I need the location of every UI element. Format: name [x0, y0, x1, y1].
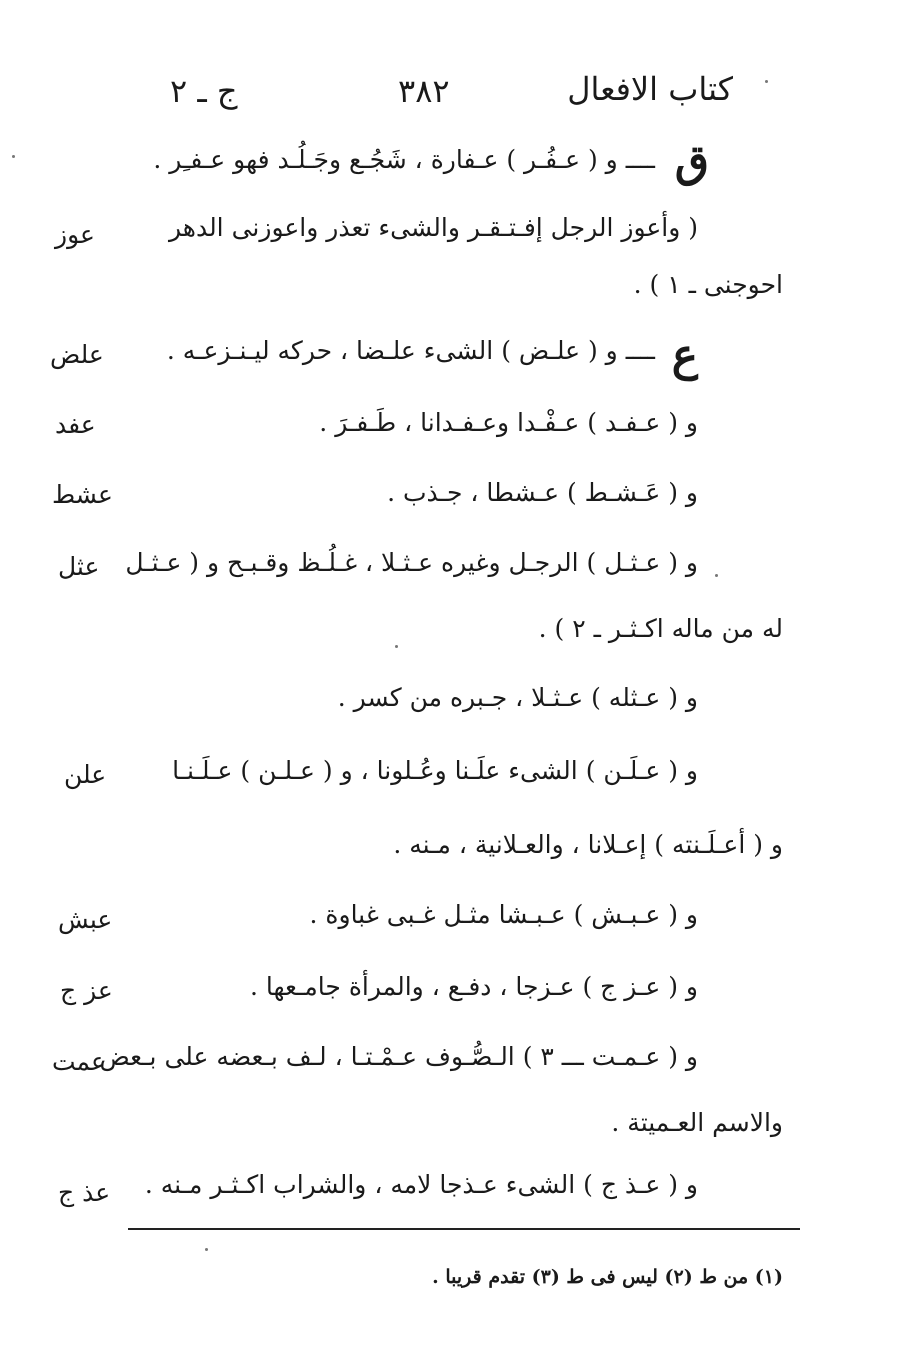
root-word: عبش: [58, 905, 113, 934]
book-title: كتاب الافعال: [567, 70, 733, 108]
section-letter-qaf: ق: [674, 136, 709, 187]
scan-speck: [715, 574, 718, 577]
section-letter-ayn: ع: [671, 330, 698, 381]
scan-speck: [395, 645, 398, 648]
scan-speck: [205, 1248, 208, 1251]
entry-line: ــــ و ( عـفُـر ) عـفارة ، شَجُـع وجَـلُـد فهو عـفـِر .: [153, 145, 655, 174]
root-word: علض: [50, 340, 104, 369]
scan-speck: [765, 80, 768, 83]
entry-line: و ( عـذ ج ) الشىء عـذجا لامه ، والشراب اكـثـر مـنه .: [144, 1170, 698, 1199]
entry-line: له من ماله اكـثـر ـ ٢ ) .: [538, 614, 783, 643]
root-word: عذ ج: [58, 1178, 111, 1207]
root-word: عوز: [55, 220, 95, 249]
entry-line: و ( عَـشـط ) عـشطا ، جـذب .: [387, 478, 698, 507]
root-word: عمت: [52, 1047, 106, 1076]
entry-line: ــــ و ( علـض ) الشىء علـضا ، حركه ليـنـزعـه .: [166, 336, 655, 365]
root-word: عز ج: [60, 976, 113, 1005]
entry-line: و ( عـفـد ) عـفْـدا وعـفـدانا ، طَـفـرَ .: [319, 408, 698, 437]
entry-line: و ( أعـلَـنته ) إعـلانا ، والعـلانية ، مـنه .: [393, 830, 783, 859]
footnote: (١) من ط (٢) ليس فى ط (٣) تقدم قريبا .: [432, 1266, 783, 1288]
root-word: علن: [64, 760, 107, 789]
entry-line: و ( عـز ج ) عـزجا ، دفـع ، والمرأة جامـعها .: [250, 972, 698, 1001]
root-word: عفد: [55, 410, 96, 439]
entry-line: والاسم العـميتة .: [611, 1108, 783, 1137]
volume-label: ج ـ ٢: [170, 72, 238, 110]
entry-line: و ( عـثـل ) الرجـل وغيره عـثـلا ، غـلُـظ وقـبـح و ( عـثـل: [125, 548, 698, 577]
entry-line: احوجنى ـ ١ ) .: [633, 270, 783, 299]
root-word: عثل: [58, 552, 100, 581]
root-word: عشط: [52, 480, 113, 509]
scan-speck: [12, 155, 15, 158]
entry-line: و ( عـلَـن ) الشىء علَـنا وعُـلونا ، و ( عـلـن ) عـلَـنـا: [172, 756, 698, 785]
entry-line: و ( عـمـت ـــ ٣ ) الـصُّـوف عـمْـتـا ، لـف بـعضه على بـعض: [99, 1042, 698, 1071]
page-number: ٣٨٢: [398, 72, 450, 110]
footnote-rule: [128, 1228, 800, 1230]
entry-line: و ( عـبـش ) عـبـشا مثـل غـبى غباوة .: [309, 900, 698, 929]
entry-line: و ( عـثله ) عـثـلا ، جـبره من كسر .: [337, 683, 698, 712]
entry-line: ( وأعوز الرجل إفـتـقـر والشىء تعذر واعوزنى الدهر: [168, 213, 698, 242]
